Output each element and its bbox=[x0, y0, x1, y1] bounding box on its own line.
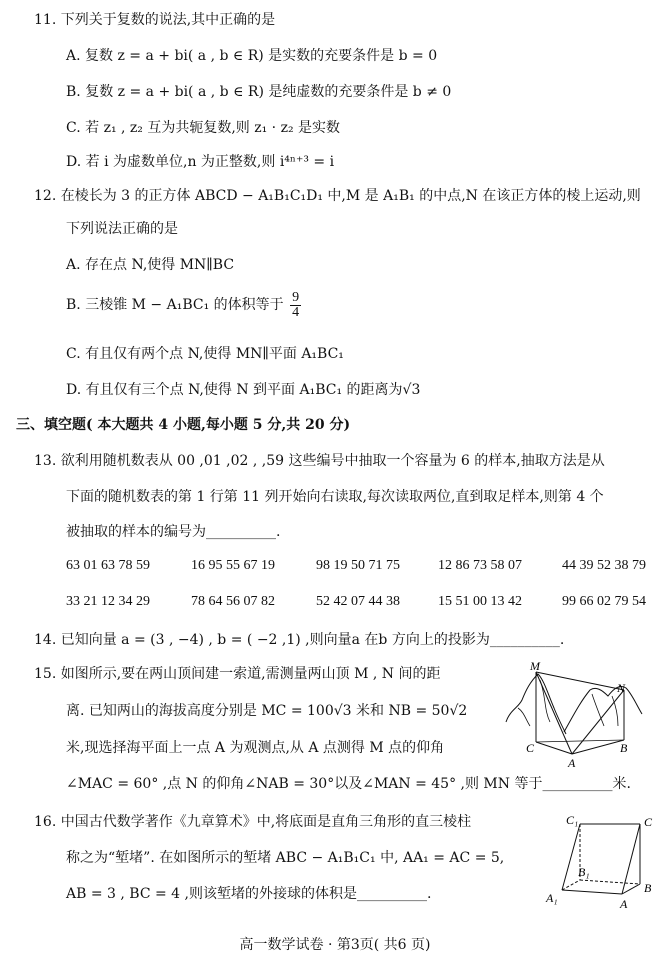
q11-option-c: C. 若 z₁ , z₂ 互为共轭复数,则 z₁ · z₂ 是实数 bbox=[66, 120, 341, 136]
q12-option-b-text: B. 三棱锥 M − A₁BC₁ 的体积等于 bbox=[66, 297, 284, 313]
q11-stem: 11. 下列关于复数的说法,其中正确的是 bbox=[34, 12, 276, 28]
q16-line1: 16. 中国古代数学著作《九章算术》中,将底面是直角三角形的直三棱柱 bbox=[34, 814, 472, 830]
random-table-cell: 52 42 07 44 38 bbox=[316, 594, 400, 609]
right-mountain-ridge bbox=[592, 694, 618, 726]
q11-option-b: B. 复数 z = a + bi( a , b ∈ R) 是纯虚数的充要条件是 b ≠ 0 bbox=[66, 84, 452, 100]
label-n: N bbox=[617, 681, 626, 695]
label-a1: A₁ bbox=[546, 891, 558, 905]
q15-mountain-figure bbox=[500, 660, 648, 770]
segment-cb bbox=[536, 740, 624, 742]
random-table-cell: 33 21 12 34 29 bbox=[66, 594, 150, 609]
q12-option-b bbox=[66, 290, 301, 320]
q15-line2: 离. 已知两山的海拔高度分别是 MC = 100√3 米和 NB = 50√2 bbox=[66, 703, 468, 719]
q15-line1: 15. 如图所示,要在两山顶间建一索道,需测量两山顶 M , N 间的距 bbox=[34, 666, 441, 682]
q13-line2: 下面的随机数表的第 1 行第 11 列开始向右读取,每次读取两位,直到取足样本,则第 4 个 bbox=[66, 489, 604, 505]
q12-stem-line2: 下列说法正确的是 bbox=[66, 221, 178, 237]
page-footer: 高一数学试卷 · 第3页( 共6 页) bbox=[239, 937, 431, 953]
fraction-numerator: 9 bbox=[292, 289, 300, 305]
label-c: C bbox=[644, 815, 653, 829]
q15-line3: 米,现选择海平面上一点 A 为观测点,从 A 点测得 M 点的仰角 bbox=[66, 740, 445, 756]
edge-b1b bbox=[580, 880, 640, 884]
section-heading-fill-in: 三、填空题( 本大题共 4 小题,每小题 5 分,共 20 分) bbox=[16, 417, 351, 433]
q13-line3: 被抽取的样本的编号为__________. bbox=[66, 524, 281, 540]
fraction-denominator: 4 bbox=[292, 304, 300, 320]
q16-line2: 称之为“堑堵”. 在如图所示的堑堵 ABC − A₁B₁C₁ 中, AA₁ = AC = 5, bbox=[66, 850, 505, 866]
label-m: M bbox=[530, 660, 540, 673]
edge-a1a bbox=[562, 890, 622, 894]
random-table-cell: 98 19 50 71 75 bbox=[316, 558, 400, 573]
random-table-cell: 44 39 52 38 79 bbox=[562, 558, 646, 573]
q13-line1: 13. 欲利用随机数表从 00 ,01 ,02 , ,59 这些编号中抽取一个容量为 6 的样本,抽取方法是从 bbox=[34, 453, 605, 469]
label-a: A bbox=[568, 756, 576, 770]
edge-c1a1 bbox=[562, 824, 580, 890]
q14-text: 14. 已知向量 a = (3 , −4) , b = ( −2 ,1) ,则向量a 在b 方向上的投影为__________. bbox=[34, 632, 565, 648]
right-mountain-outline bbox=[564, 686, 642, 732]
segment-ca bbox=[536, 742, 572, 754]
segment-mn bbox=[536, 672, 624, 690]
random-table-cell: 12 86 73 58 07 bbox=[438, 558, 522, 573]
label-a: A bbox=[620, 897, 628, 911]
q11-option-a: A. 复数 z = a + bi( a , b ∈ R) 是实数的充要条件是 b = 0 bbox=[66, 48, 438, 64]
label-c: C bbox=[526, 741, 535, 755]
q12-option-c: C. 有且仅有两个点 N,使得 MN∥平面 A₁BC₁ bbox=[66, 346, 344, 362]
segment-na bbox=[572, 690, 624, 754]
q12-option-a: A. 存在点 N,使得 MN∥BC bbox=[66, 257, 235, 273]
random-table-cell: 16 95 55 67 19 bbox=[191, 558, 275, 573]
q12-stem-line1: 12. 在棱长为 3 的正方体 ABCD − A₁B₁C₁D₁ 中,M 是 A₁B₁ 的中点,N 在该正方体的棱上运动,则 bbox=[34, 188, 641, 204]
q12-option-d: D. 有且仅有三个点 N,使得 N 到平面 A₁BC₁ 的距离为√3 bbox=[66, 382, 421, 398]
random-table-cell: 78 64 56 07 82 bbox=[191, 594, 275, 609]
label-b1: B₁ bbox=[578, 865, 590, 879]
random-table-cell: 99 66 02 79 54 bbox=[562, 594, 646, 609]
q16-prism-figure bbox=[540, 812, 660, 912]
label-c1: C₁ bbox=[566, 813, 579, 827]
random-table-cell: 63 01 63 78 59 bbox=[66, 558, 150, 573]
q12-option-b-fraction bbox=[290, 291, 301, 320]
q11-option-d: D. 若 i 为虚数单位,n 为正整数,则 i⁴ⁿ⁺³ = i bbox=[66, 154, 335, 170]
label-b: B bbox=[644, 881, 652, 895]
q15-line4: ∠MAC = 60° ,点 N 的仰角∠NAB = 30°以及∠MAN = 45° ,则 MN 等于__________米. bbox=[66, 776, 631, 792]
label-b: B bbox=[620, 741, 628, 755]
random-table-cell: 15 51 00 13 42 bbox=[438, 594, 522, 609]
q16-line3: AB = 3 , BC = 4 ,则该堑堵的外接球的体积是__________. bbox=[66, 886, 432, 902]
segment-ba bbox=[572, 740, 624, 754]
